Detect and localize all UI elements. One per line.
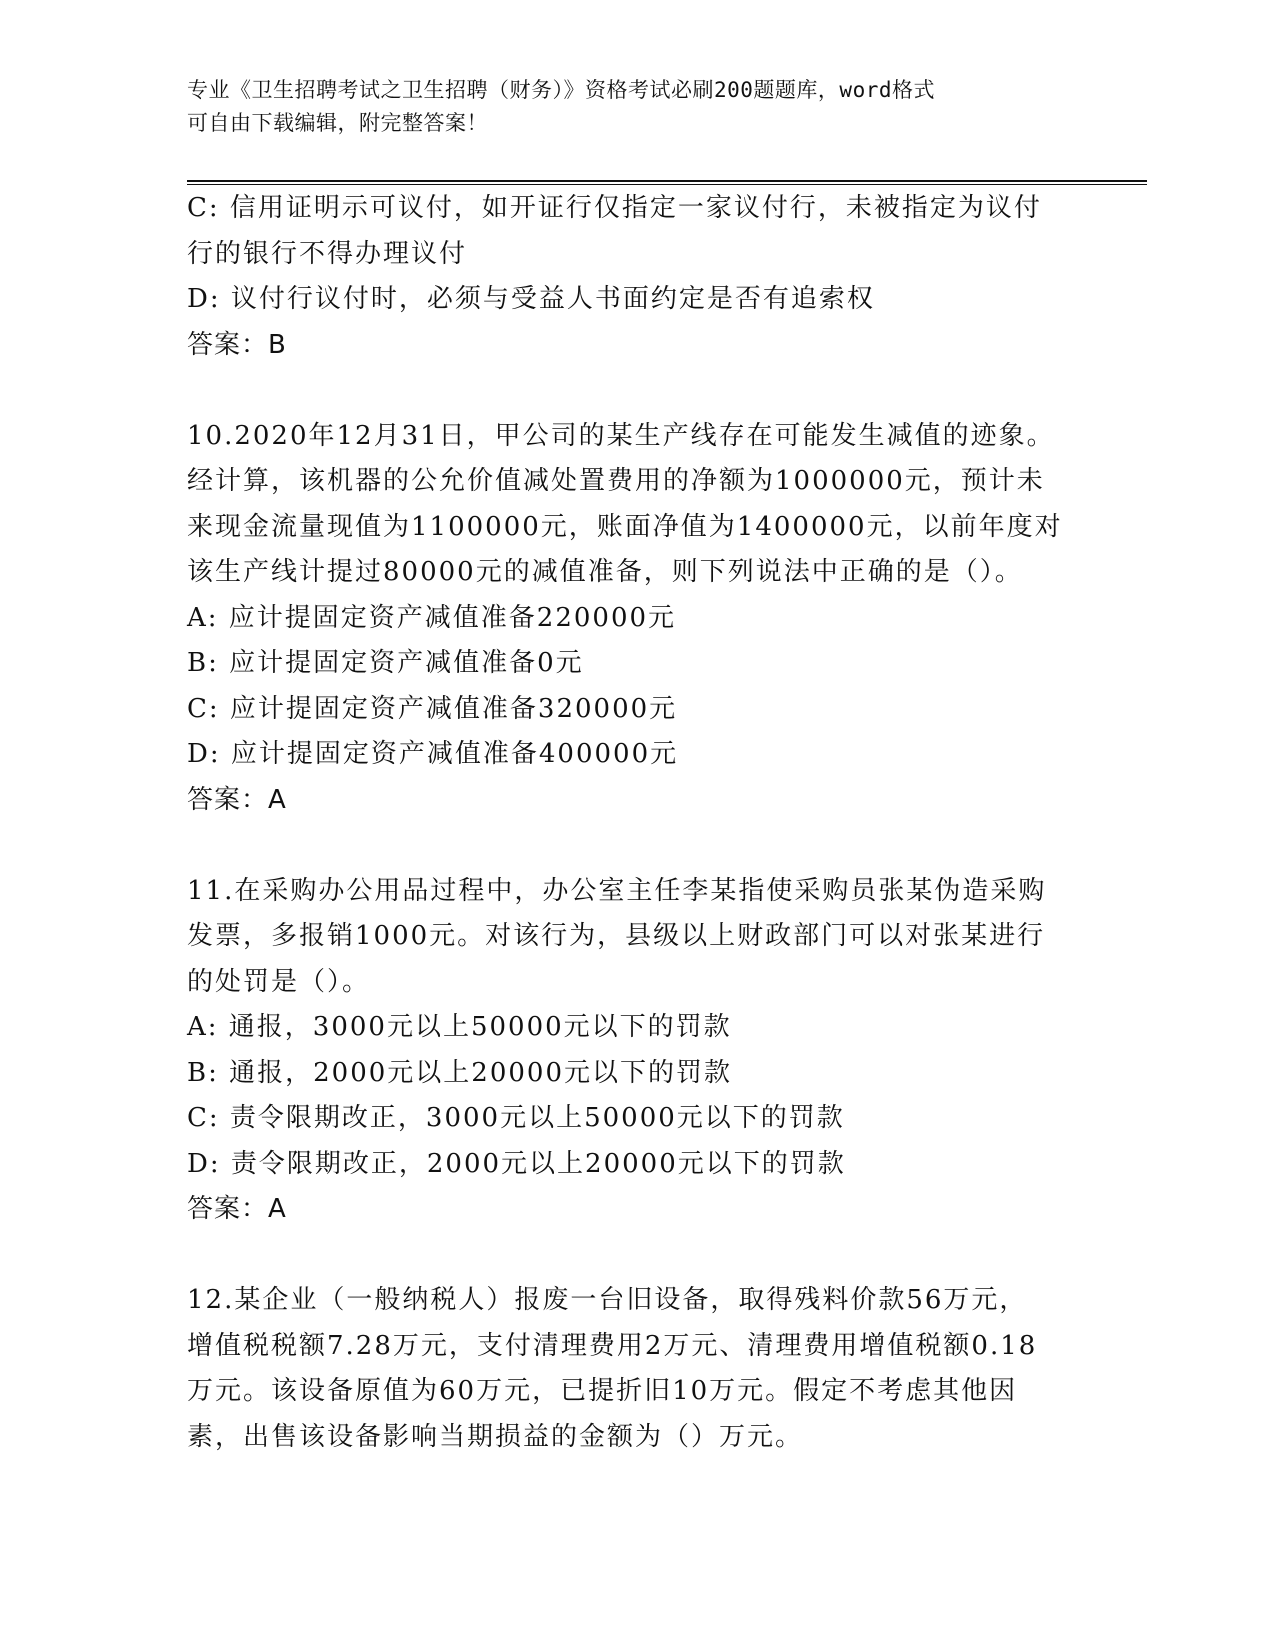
q10-stem: 经计算，该机器的公允价值减处置费用的净额为1000000元，预计未 <box>187 466 1045 496</box>
question-9-continued <box>187 186 1087 368</box>
q11-option-b: B: 通报，2000元以上20000元以下的罚款 <box>187 1057 733 1088</box>
q10-stem: 来现金流量现值为1100000元，账面净值为1400000元，以前年度对 <box>187 511 1063 542</box>
q10-answer: 答案：A <box>187 784 287 815</box>
q11-option-c: C: 责令限期改正，3000元以上50000元以下的罚款 <box>187 1103 845 1133</box>
q10-option-b: B: 应计提固定资产减值准备0元 <box>187 648 584 678</box>
q10-stem: 10.2020年12月31日，甲公司的某生产线存在可能发生减值的迹象。 <box>187 420 1055 451</box>
q11-option-d: D: 责令限期改正，2000元以上20000元以下的罚款 <box>187 1148 846 1179</box>
q11-option-a: A: 通报，3000元以上50000元以下的罚款 <box>187 1012 732 1042</box>
q9-option-c: C: 信用证明示可议付，如开证行仅指定一家议付行，未被指定为议付 <box>187 193 1042 223</box>
blank-line <box>187 1233 1087 1279</box>
q9-option-d: D: 议付行议付时，必须与受益人书面约定是否有追索权 <box>187 284 875 314</box>
q9-option-c-cont: 行的银行不得办理议付 <box>187 238 468 269</box>
blank-line <box>187 823 1087 869</box>
q12-stem: 12.某企业（一般纳税人）报废一台旧设备，取得残料价款56万元， <box>187 1285 1028 1315</box>
q10-option-d: D: 应计提固定资产减值准备400000元 <box>187 739 679 769</box>
q11-stem: 发票，多报销1000元。对该行为，县级以上财政部门可以对张某进行 <box>187 921 1046 951</box>
header-title-line: 专业《卫生招聘考试之卫生招聘（财务）》资格考试必刷200题题库，word格式 <box>187 78 935 102</box>
page-header <box>187 74 1087 140</box>
question-12 <box>187 1278 1087 1460</box>
header-divider <box>187 180 1147 185</box>
q12-stem: 增值税税额7.28万元，支付清理费用2万元、清理费用增值税额0.18 <box>187 1330 1038 1361</box>
question-11 <box>187 869 1087 1233</box>
question-10 <box>187 414 1087 824</box>
q11-stem: 11.在采购办公用品过程中，办公室主任李某指使采购员张某伪造采购 <box>187 875 1047 906</box>
question-content <box>187 186 1087 1460</box>
q12-stem: 素，出售该设备影响当期损益的金额为（）万元。 <box>187 1421 804 1452</box>
q10-option-c: C: 应计提固定资产减值准备320000元 <box>187 693 678 724</box>
q10-stem: 该生产线计提过80000元的减值准备，则下列说法中正确的是（）。 <box>187 557 1023 587</box>
q12-stem: 万元。该设备原值为60万元，已提折旧10万元。假定不考虑其他因 <box>187 1376 1018 1406</box>
header-subtitle-line: 可自由下载编辑，附完整答案！ <box>187 111 488 135</box>
q11-answer: 答案：A <box>187 1194 287 1224</box>
q10-option-a: A: 应计提固定资产减值准备220000元 <box>187 602 677 633</box>
q9-answer: 答案：B <box>187 329 287 360</box>
q11-stem: 的处罚是（）。 <box>187 966 371 997</box>
blank-line <box>187 368 1087 414</box>
